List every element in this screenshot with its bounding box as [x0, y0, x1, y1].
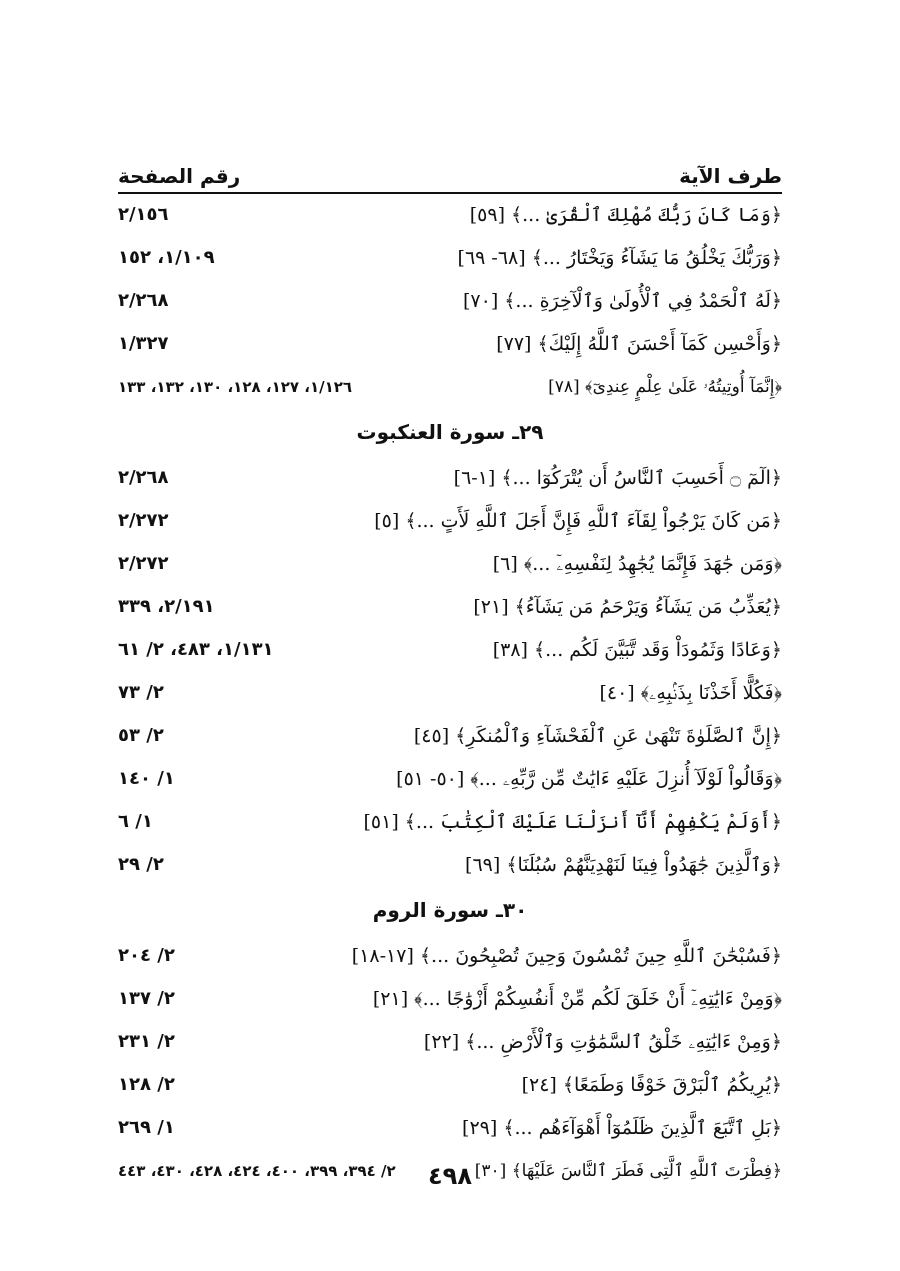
verse-text: ﴿إِنَّ ٱلصَّلَوٰةَ تَنْهَىٰ عَنِ ٱلْفَحْشَآءِ وَٱلْمُنكَرِ﴾ [٤٥]	[413, 724, 782, 747]
page-reference: ١/٣٢٧	[118, 333, 169, 354]
table-row	[118, 193, 782, 236]
page-reference: ٢/ ٢٣١	[118, 1031, 175, 1052]
verse-text: ﴿وَمِنْ ءَايَٰتِهِۦ خَلْقُ ٱلسَّمَٰوَٰتِ وَٱلْأَرْضِ ...﴾ [٢٢]	[423, 1030, 782, 1053]
verse-text: ﴿وَٱلَّذِينَ جَٰهَدُواْ فِينَا لَنَهْدِيَنَّهُمْ سُبُلَنَا﴾ [٦٩]	[465, 853, 782, 876]
page-reference: ٢/٢٧٢	[118, 553, 169, 574]
verse-text: ﴿وَأَحْسِن كَمَآ أَحْسَنَ ٱللَّهُ إِلَيْكَ﴾ [٧٧]	[496, 332, 782, 355]
page-reference: ٢/ ٢٠٤	[118, 945, 175, 966]
page-reference: ٢/٢٦٨	[118, 467, 169, 488]
table-row	[118, 628, 782, 671]
table-row	[118, 1020, 782, 1063]
table-row	[118, 279, 782, 322]
verse-text: ﴿لَهُ ٱلْحَمْدُ فِي ٱلْأُولَىٰ وَٱلْآخِرَةِ ...﴾ [٧٠]	[462, 289, 782, 312]
page-reference: ٢/١٩١، ٣٣٩	[118, 596, 215, 617]
verse-text: ﴿فَكُلًّا أَخَذْنَا بِذَنۢبِهِۦ﴾ [٤٠]	[599, 681, 782, 704]
table-row	[118, 757, 782, 800]
verse-text: ﴿فِطْرَتَ ٱللَّهِ ٱلَّتِى فَطَرَ ٱلنَّاسَ عَلَيْهَا﴾ [٣٠]	[474, 1161, 782, 1181]
page-reference: ٢/٢٦٨	[118, 290, 169, 311]
table-row	[118, 1106, 782, 1149]
table-row	[118, 977, 782, 1020]
verse-text: ﴿يُرِيكُمُ ٱلْبَرْقَ خَوْفًا وَطَمَعًا﴾ [٢٤]	[521, 1073, 782, 1096]
table-header	[118, 150, 782, 188]
page-reference: ٢/ ٥٣	[118, 725, 164, 746]
verse-text: ﴿وَقَالُواْ لَوْلَآ أُنزِلَ عَلَيْهِ ءَايَٰتٌ مِّن رَّبِّهِۦ ...﴾ [٥٠- ٥١]	[396, 767, 782, 790]
table-row	[118, 542, 782, 585]
page-number: ٤٩٨	[428, 1162, 472, 1190]
table-row	[118, 456, 782, 499]
table-row	[118, 934, 782, 977]
table-row	[118, 800, 782, 843]
verse-text: ﴿فَسُبْحَٰنَ ٱللَّهِ حِينَ تُمْسُونَ وَحِينَ تُصْبِحُونَ ...﴾ [١٧-١٨]	[351, 944, 782, 967]
verse-text: ﴿وَمَا كَانَ رَبُّكَ مُهْلِكَ ٱلْقُرَىٰ ...﴾ [٥٩]	[469, 203, 782, 226]
page-reference: ٢/٢٧٢	[118, 510, 169, 531]
index-table	[118, 193, 782, 1192]
page-reference: ١/ ٦	[118, 811, 153, 832]
verse-text: ﴿وَعَادًا وَثَمُودَاْ وَقَد تَّبَيَّنَ لَكُم ...﴾ [٣٨]	[492, 638, 782, 661]
page-reference: ١/١٢٦، ١٢٧، ١٢٨، ١٣٠، ١٣٢، ١٣٣	[118, 377, 353, 396]
page-reference: ٢/ ١٣٧	[118, 988, 175, 1009]
table-row	[118, 843, 782, 886]
table-row	[118, 671, 782, 714]
table-row	[118, 714, 782, 757]
page-reference: ١/ ١٤٠	[118, 768, 175, 789]
table-row	[118, 499, 782, 542]
page-reference: ٢/ ٢٩	[118, 854, 164, 875]
page-reference: ٢/ ٧٣	[118, 682, 164, 703]
surah-heading: ٢٩ـ سورة العنكبوت	[356, 420, 544, 444]
page-column-header: رقم الصفحة	[118, 164, 241, 188]
page-reference: ٢/ ١٢٨	[118, 1074, 175, 1095]
verse-text: ﴿وَمَن جَٰهَدَ فَإِنَّمَا يُجَٰهِدُ لِنَفْسِهِۦٓ ...﴾ [٦]	[492, 552, 782, 575]
verse-text: ﴿الٓمٓ ۝ أَحَسِبَ ٱلنَّاسُ أَن يُتْرَكُوٓا ...﴾ [١-٦]	[453, 466, 782, 489]
verse-text: ﴿بَلِ ٱتَّبَعَ ٱلَّذِينَ ظَلَمُوٓاْ أَهْوَآءَهُم ...﴾ [٢٩]	[462, 1116, 782, 1139]
verse-column-header: طرف الآية	[679, 164, 782, 188]
page-reference: ١/١٠٩، ١٥٢	[118, 247, 215, 268]
table-row	[118, 322, 782, 365]
verse-text: ﴿وَمِنْ ءَايَٰتِهِۦٓ أَنْ خَلَقَ لَكُم مِّنْ أَنفُسِكُمْ أَزْوَٰجًا ...﴾ [٢١]	[372, 987, 782, 1010]
verse-text: ﴿وَرَبُّكَ يَخْلُقُ مَا يَشَآءُ وَيَخْتَارُ ...﴾ [٦٨- ٦٩]	[457, 246, 782, 269]
verse-text: ﴿إِنَّمَآ أُوتِيتُهُۥ عَلَىٰ عِلْمٍ عِندِىٓ﴾ [٧٨]	[548, 376, 782, 397]
verse-text: ﴿مَن كَانَ يَرْجُواْ لِقَآءَ ٱللَّهِ فَإِنَّ أَجَلَ ٱللَّهِ لَأَتٍ ...﴾ [٥]	[374, 509, 782, 532]
surah-heading: ٣٠ـ سورة الروم	[372, 898, 528, 922]
page-reference: ٢/١٥٦	[118, 204, 169, 225]
table-row	[118, 365, 782, 408]
page-reference: ٢/ ٣٩٤، ٣٩٩، ٤٠٠، ٤٢٤، ٤٢٨، ٤٣٠، ٤٤٣	[118, 1161, 396, 1180]
table-row	[118, 236, 782, 279]
table-row	[118, 585, 782, 628]
table-row	[118, 1063, 782, 1106]
page-reference: ١/١٣١، ٤٨٣، ٢/ ٦١	[118, 639, 274, 660]
verse-text: ﴿يُعَذِّبُ مَن يَشَآءُ وَيَرْحَمُ مَن يَشَآءُ﴾ [٢١]	[473, 595, 782, 618]
verse-text: ﴿أَوَلَمْ يَكْفِهِمْ أَنَّآ أَنزَلْنَا عَلَيْكَ ٱلْكِتَٰبَ ...﴾ [٥١]	[363, 810, 782, 833]
page-reference: ١/ ٢٦٩	[118, 1117, 175, 1138]
